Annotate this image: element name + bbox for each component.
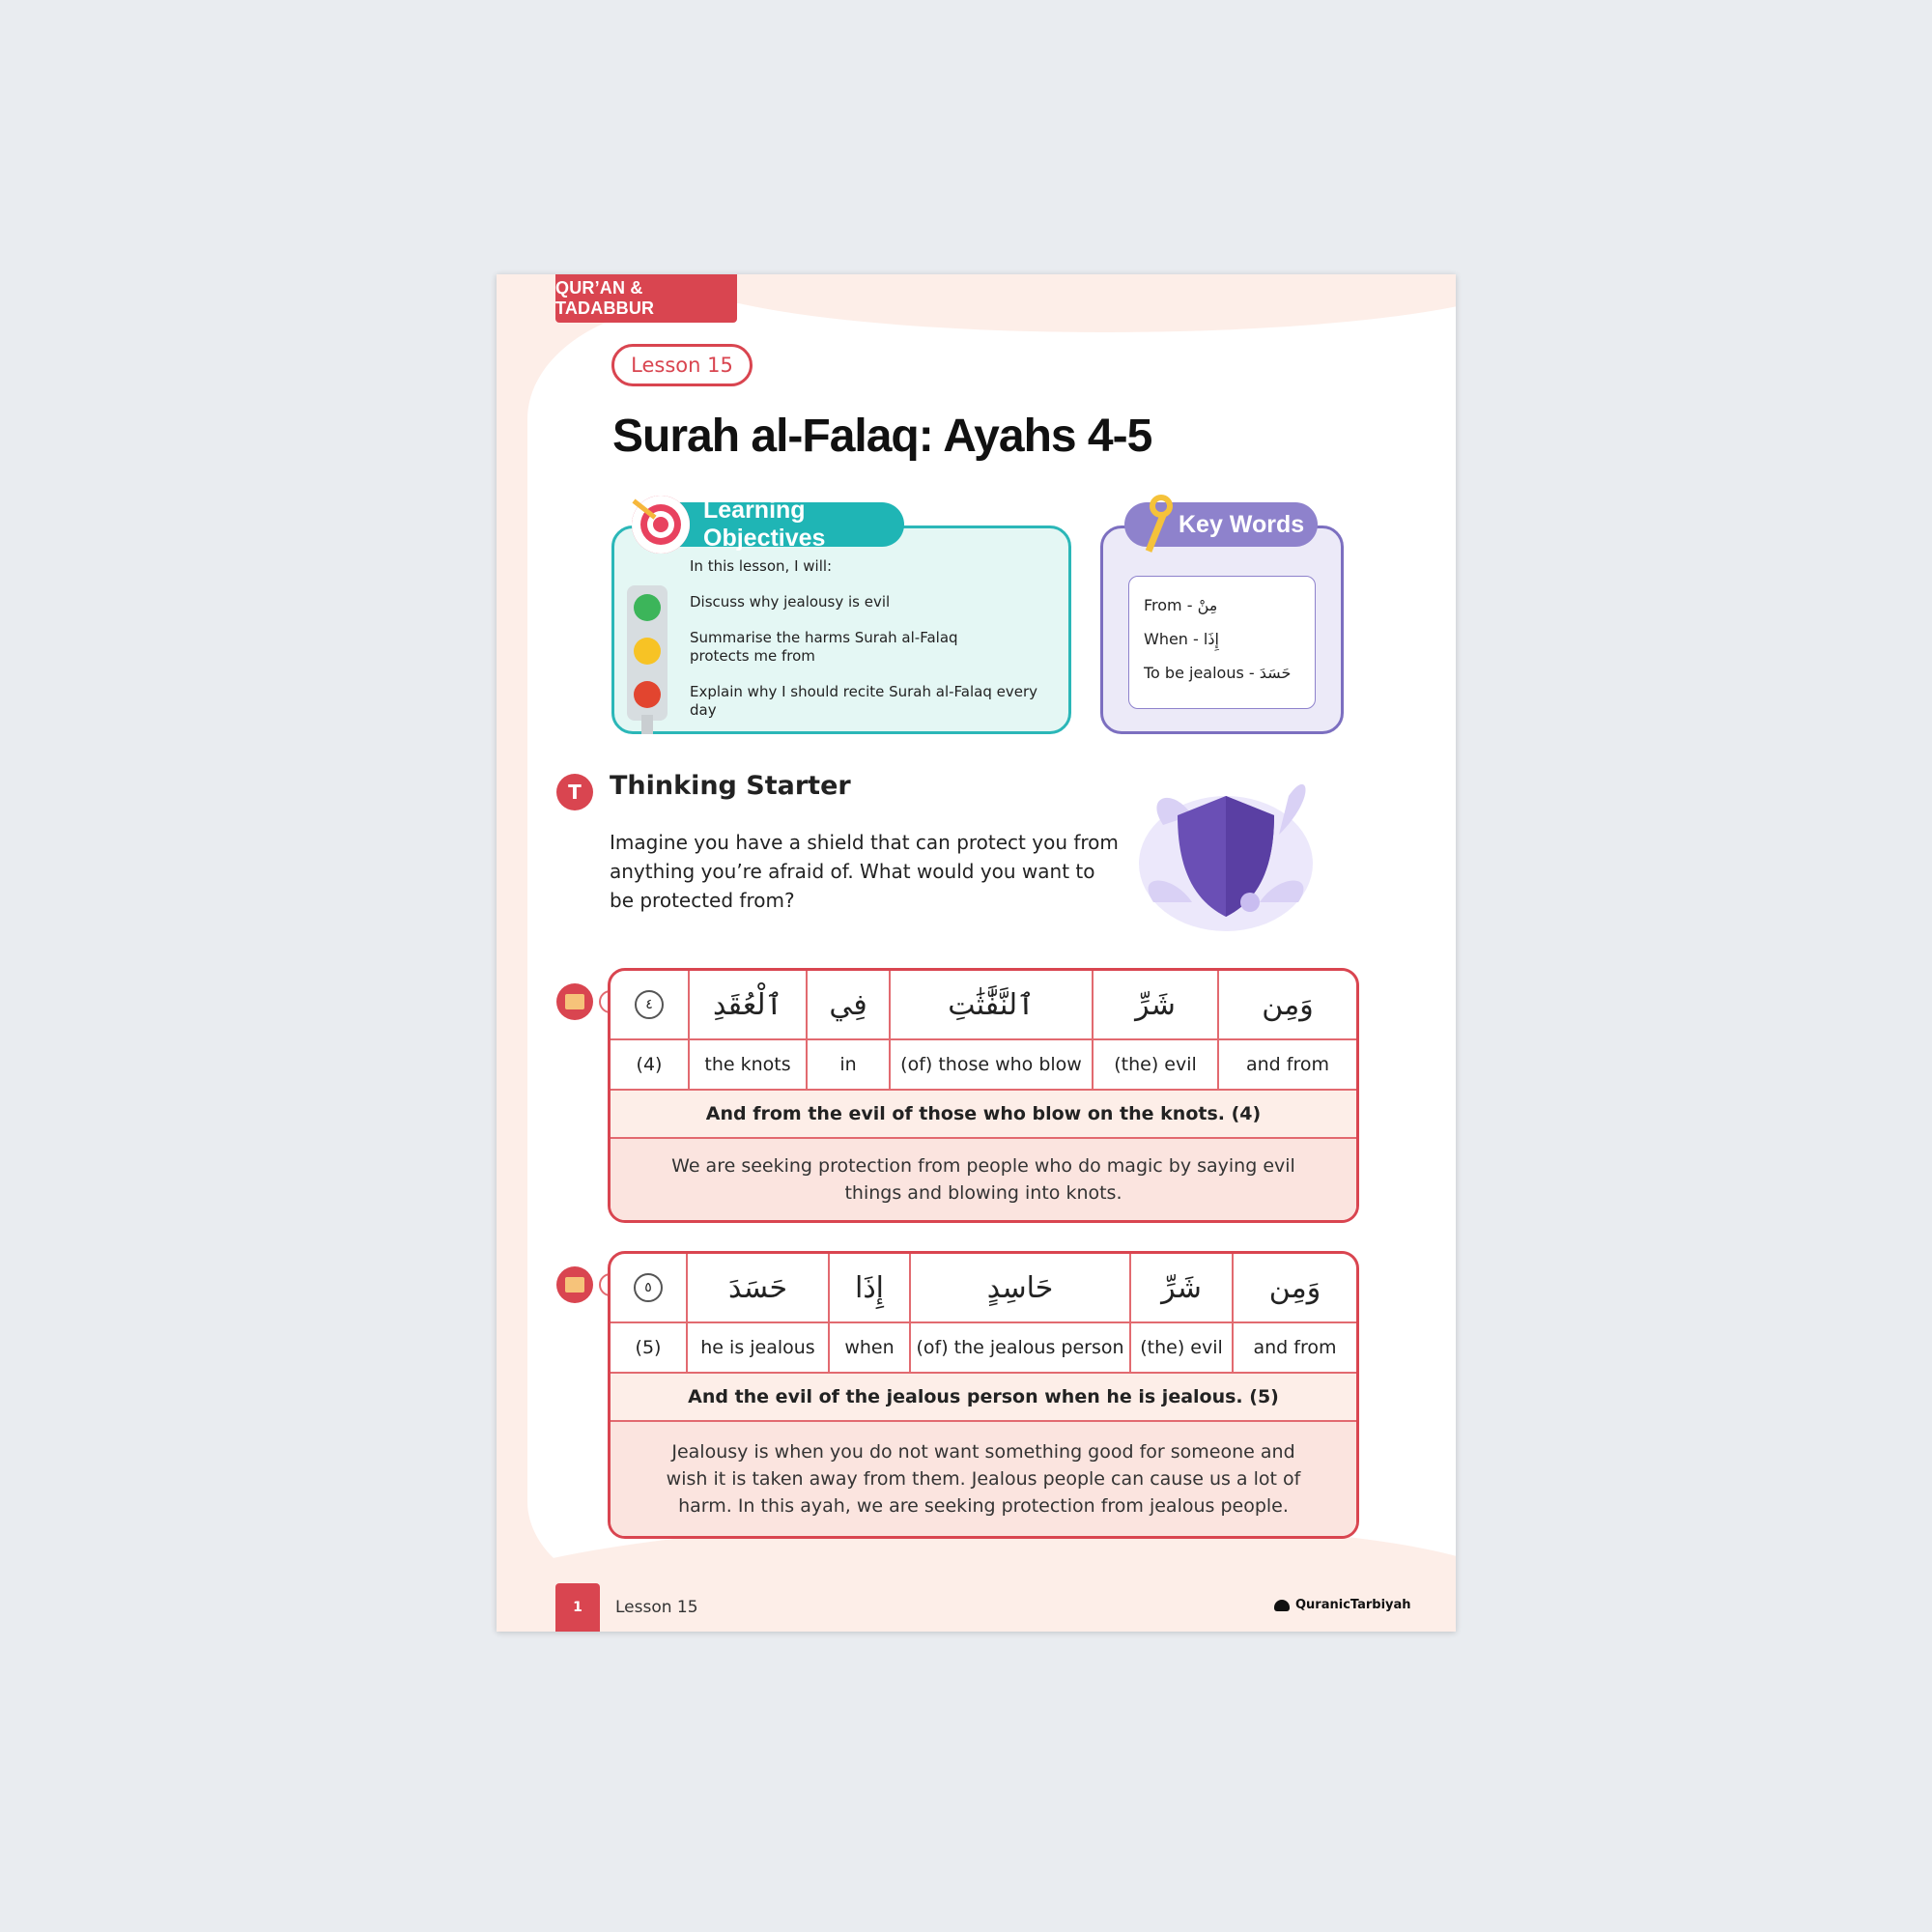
ayah-5-table bbox=[608, 1251, 1359, 1539]
page-title: Surah al-Falaq: Ayahs 4-5 bbox=[612, 411, 1152, 462]
arabic-word: فِي bbox=[808, 971, 891, 1038]
english-words-row bbox=[611, 1040, 1356, 1091]
footer-lesson: Lesson 15 bbox=[615, 1598, 698, 1617]
ayah-number-marker: ٤ bbox=[635, 990, 664, 1019]
arabic-word: شَرِّ bbox=[1094, 971, 1219, 1038]
english-word: he is jealous bbox=[688, 1323, 830, 1372]
quran-book-icon bbox=[565, 1277, 584, 1293]
amber-light-icon bbox=[634, 638, 661, 665]
key-word-item bbox=[1144, 630, 1219, 648]
english-word: (the) evil bbox=[1131, 1323, 1234, 1372]
play-audio-button[interactable] bbox=[556, 983, 593, 1020]
green-light-icon bbox=[634, 594, 661, 621]
key-word-english: From - bbox=[1144, 596, 1198, 614]
arabic-word: حَسَدَ bbox=[688, 1254, 830, 1321]
objective-item: Discuss why jealousy is evil bbox=[690, 593, 891, 611]
red-light-icon bbox=[634, 681, 661, 708]
ayah-explanation: Jealousy is when you do not want something good for someone and wish it is taken away from them. Jealous people can cause us a lot of harm. In this ayah, we are seeking protection from jealous people. bbox=[611, 1422, 1356, 1536]
book-logo-icon bbox=[1274, 1600, 1290, 1611]
key-word-item bbox=[1144, 664, 1291, 682]
objective-item: Summarise the harms Surah al-Falaq protects me from bbox=[690, 629, 958, 665]
key-word-arabic: حَسَدَ bbox=[1259, 664, 1292, 682]
english-words-row bbox=[611, 1323, 1356, 1374]
key-word-english: When - bbox=[1144, 630, 1204, 648]
key-word-english: To be jealous - bbox=[1144, 664, 1260, 682]
play-audio-button[interactable] bbox=[556, 1266, 593, 1303]
subject-tab: QUR’AN & TADABBUR bbox=[555, 274, 737, 323]
arabic-word: شَرِّ bbox=[1131, 1254, 1234, 1321]
shield-illustration-icon bbox=[1124, 757, 1327, 951]
arabic-word: وَمِن bbox=[1268, 1270, 1321, 1305]
page-number: 1 bbox=[555, 1583, 600, 1632]
arabic-word: ٱلْعُقَدِ bbox=[690, 971, 808, 1038]
english-word: when bbox=[830, 1323, 911, 1372]
ayah-translation: And the evil of the jealous person when he is jealous. (5) bbox=[611, 1374, 1356, 1422]
arabic-word: إِذَا bbox=[830, 1254, 911, 1321]
thinking-starter-text: Imagine you have a shield that can protect you from anything you’re afraid of. What would you want to be protected from? bbox=[610, 831, 1119, 912]
quran-book-icon bbox=[565, 994, 584, 1009]
ayah-4-table bbox=[608, 968, 1359, 1223]
arabic-words-row bbox=[611, 1254, 1356, 1323]
english-word: (of) those who blow bbox=[891, 1040, 1094, 1089]
key-words-heading: Key Words bbox=[1124, 502, 1318, 547]
key-word-arabic: إِذَا bbox=[1203, 630, 1219, 648]
arabic-word: حَاسِدٍ bbox=[911, 1254, 1131, 1321]
english-word: (of) the jealous person bbox=[911, 1323, 1131, 1372]
lesson-pill: Lesson 15 bbox=[611, 344, 753, 386]
thinking-starter-heading: Thinking Starter bbox=[610, 771, 851, 801]
arabic-word: ٱلنَّفَّٰثَٰتِ bbox=[891, 971, 1094, 1038]
objective-item: Explain why I should recite Surah al-Falaq every day bbox=[690, 683, 1038, 719]
ayah-number-cell bbox=[611, 971, 690, 1038]
traffic-light-pole bbox=[641, 715, 653, 734]
ayah-translation: And from the evil of those who blow on the knots. (4) bbox=[611, 1091, 1356, 1139]
worksheet-page bbox=[497, 274, 1456, 1632]
english-word: (4) bbox=[611, 1040, 690, 1089]
learning-objectives-heading: Learning Objectives bbox=[641, 502, 904, 547]
english-word: (5) bbox=[611, 1323, 688, 1372]
brand-name: QuranicTarbiyah bbox=[1295, 1598, 1411, 1612]
key-word-arabic: مِنْ bbox=[1197, 596, 1218, 614]
thinking-starter-badge: T bbox=[556, 774, 593, 810]
english-word: and from bbox=[1245, 1054, 1329, 1075]
key-word-item bbox=[1144, 596, 1217, 614]
brand-logo bbox=[1274, 1598, 1411, 1612]
english-word: and from bbox=[1253, 1337, 1337, 1358]
english-word: the knots bbox=[690, 1040, 808, 1089]
ayah-number-marker: ٥ bbox=[634, 1273, 663, 1302]
english-word: (the) evil bbox=[1094, 1040, 1219, 1089]
objectives-intro: In this lesson, I will: bbox=[690, 557, 833, 575]
arabic-words-row bbox=[611, 971, 1356, 1040]
ayah-explanation: We are seeking protection from people who do magic by saying evil things and blowing into knots. bbox=[611, 1139, 1356, 1220]
ayah-number-cell bbox=[611, 1254, 688, 1321]
english-word: in bbox=[808, 1040, 891, 1089]
arabic-word: وَمِن bbox=[1262, 987, 1314, 1022]
